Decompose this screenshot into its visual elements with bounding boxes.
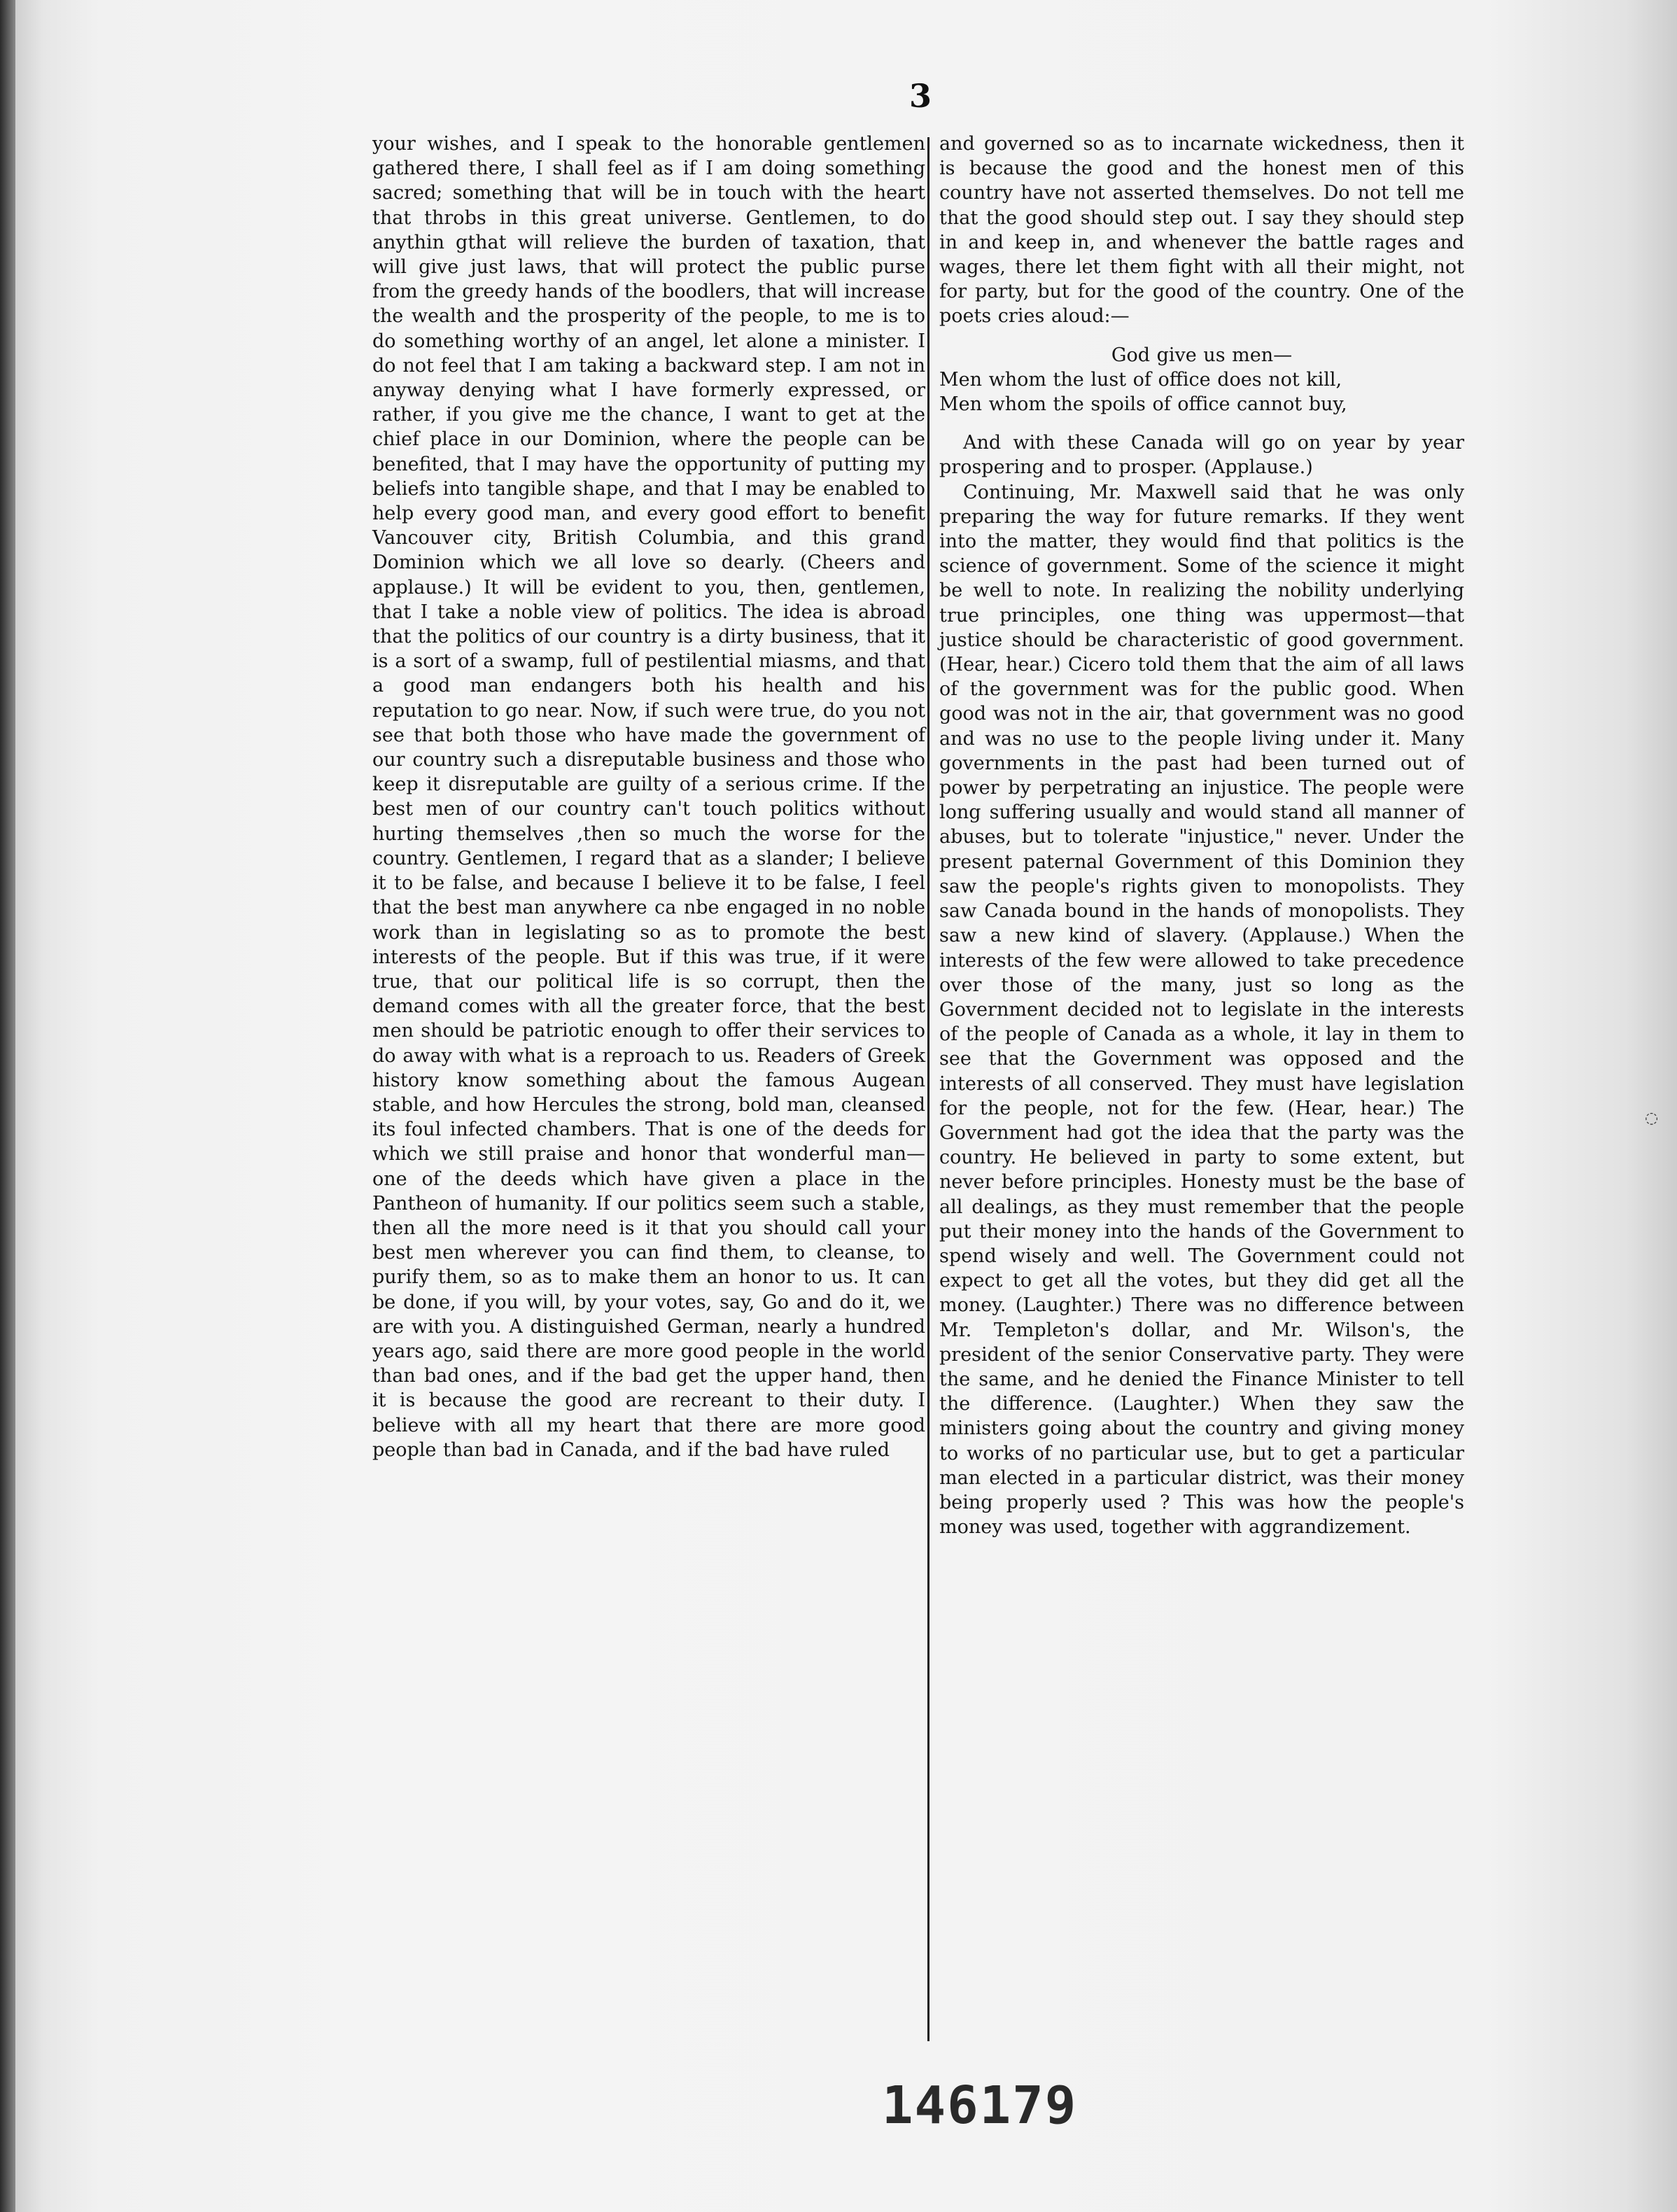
- left-text-column: [372, 132, 925, 1462]
- poem-line: Men whom the spoils of office cannot buy,: [939, 393, 1347, 416]
- paragraph: and governed so as to incarnate wickedness, then it is because the good and the honest men of this country have not asserted themselves. Do not tell me that the good should step out. I say they should step in and keep in, and whenever the battle rages and wages, there let them fight with all their might, not for party, but for the good of the country. One of the poets cries aloud:—: [939, 133, 1464, 328]
- poem-line: Men whom the lust of office does not kill,: [939, 368, 1342, 391]
- page-number: 3: [908, 77, 932, 115]
- right-text-column: [939, 132, 1464, 1539]
- paragraph: Continuing, Mr. Maxwell said that he was only preparing the way for future remarks. If they went into the matter, they would find that politics is the science of government. Some of the science it might be well to note. In realizing the nobility underlying true principles, one thing was uppermost—that justice should be characteristic of good government. (Hear, hear.) Cicero told them that the aim of all laws of the government was for the public good. When good was not in the air, that government was no good and was no use to the people living under it. Many governments in the past had been turned out of power by perpetrating an injustice. The people were long suffering usually and would stand all manner of abuses, but to tolerate "injustice," never. Under the present paternal Government of this Dominion they saw the people's rights given to monopolists. They saw Canada bound in the hands of monopolists. They saw a new kind of slavery. (Applause.) When the interests of the few were allowed to take precedence over those of the many, just so long as the Government decided not to legislate in the interests of the people of Canada as a whole, it lay in them to see that the Government was opposed and the interests of all conserved. They must have legislation for the people, not for the few. (Hear, hear.) The Government had got the idea that the party was the country. He believed in party to some extent, but never before principles. Honesty must be the base of all dealings, as they must remember that the people put their money into the hands of the Government to spend wisely and well. The Government could not expect to get all the votes, but they did get all the money. (Laughter.) There was no difference between Mr. Templeton's dollar, and Mr. Wilson's, the president of the senior Conservative party. They were the same, and he denied the Finance Minister to tell the difference. (Laughter.) When they saw the ministers going about the country and giving money to works of no particular use, but to get a particular man elected in a particular district, was their money being properly used ? This was how the people's money was used, together with aggrandizement.: [939, 481, 1464, 1539]
- poem-line: God give us men—: [1111, 344, 1293, 366]
- paragraph: And with these Canada will go on year by year prospering and to prosper. (Applause.): [939, 432, 1464, 479]
- page-fold-shadow: [0, 0, 15, 2212]
- paragraph: your wishes, and I speak to the honorable gentlemen gathered there, I shall feel as if I am doing something sacred; something that will be in touch with the heart that throbs in this great universe. Gentlemen, to do anythin gthat will relieve the burden of taxation, that will give just laws, that will protect the public purse from the greedy hands of the boodlers, that will increase the wealth and the prosperity of the people, to me is to do something worthy of an angel, let alone a minister. I do not feel that I am taking a backward step. I am not in anyway denying what I have formerly expressed, or rather, if you give me the chance, I want to get at the chief place in our Dominion, where the people can be benefited, that I may have the opportunity of putting my beliefs into tangible shape, and that I may be enabled to help every good man, and every good effort to benefit Vancouver city, British Columbia, and this grand Dominion which we all love so dearly. (Cheers and applause.) It will be evident to you, then, gentlemen, that I take a noble view of politics. The idea is abroad that the politics of our country is a dirty business, that it is a sort of a swamp, full of pestilential miasms, and that a good man endangers both his health and his reputation to go near. Now, if such were true, do you not see that both those who have made the government of our country such a disreputable business and those who keep it disreputable are guilty of a serious crime. If the best men of our country can't touch politics without hurting themselves ,then so much the worse for the country. Gentlemen, I regard that as a slander; I believe it to be false, and because I believe it to be false, I feel that the best man anywhere ca nbe engaged in no noble work than in legislating so as to promote the best interests of the people. But if this was true, if it were true, that our political life is so corrupt, then the demand comes with all the greater force, that the best men should be patriotic enough to offer their services to do away with what is a reproach to us. Readers of Greek history know something about the famous Augean stable, and how Hercules the strong, bold man, cleansed its foul infected chambers. That is one of the deeds for which we still praise and honor that wonderful man—one of the deeds which have given a place in the Pantheon of humanity. If our politics seem such a stable, then all the more need is it that you should call your best men wherever you can find them, to cleanse, to purify them, so as to make them an honor to us. It can be done, if you will, by your votes, say, Go and do it, we are with you. A distinguished German, nearly a hundred years ago, said there are more good people in the world than bad ones, and if the bad get the upper hand, then it is because the good are recreant to their duty. I believe with all my heart that there are more good people than bad in Canada, and if the bad have ruled: [372, 133, 925, 1461]
- archive-serial-number: 146179: [882, 2076, 1078, 2136]
- column-divider: [927, 137, 929, 2041]
- hole-punch-mark: ◌: [1645, 1110, 1659, 1127]
- poem-quote: [939, 343, 1464, 417]
